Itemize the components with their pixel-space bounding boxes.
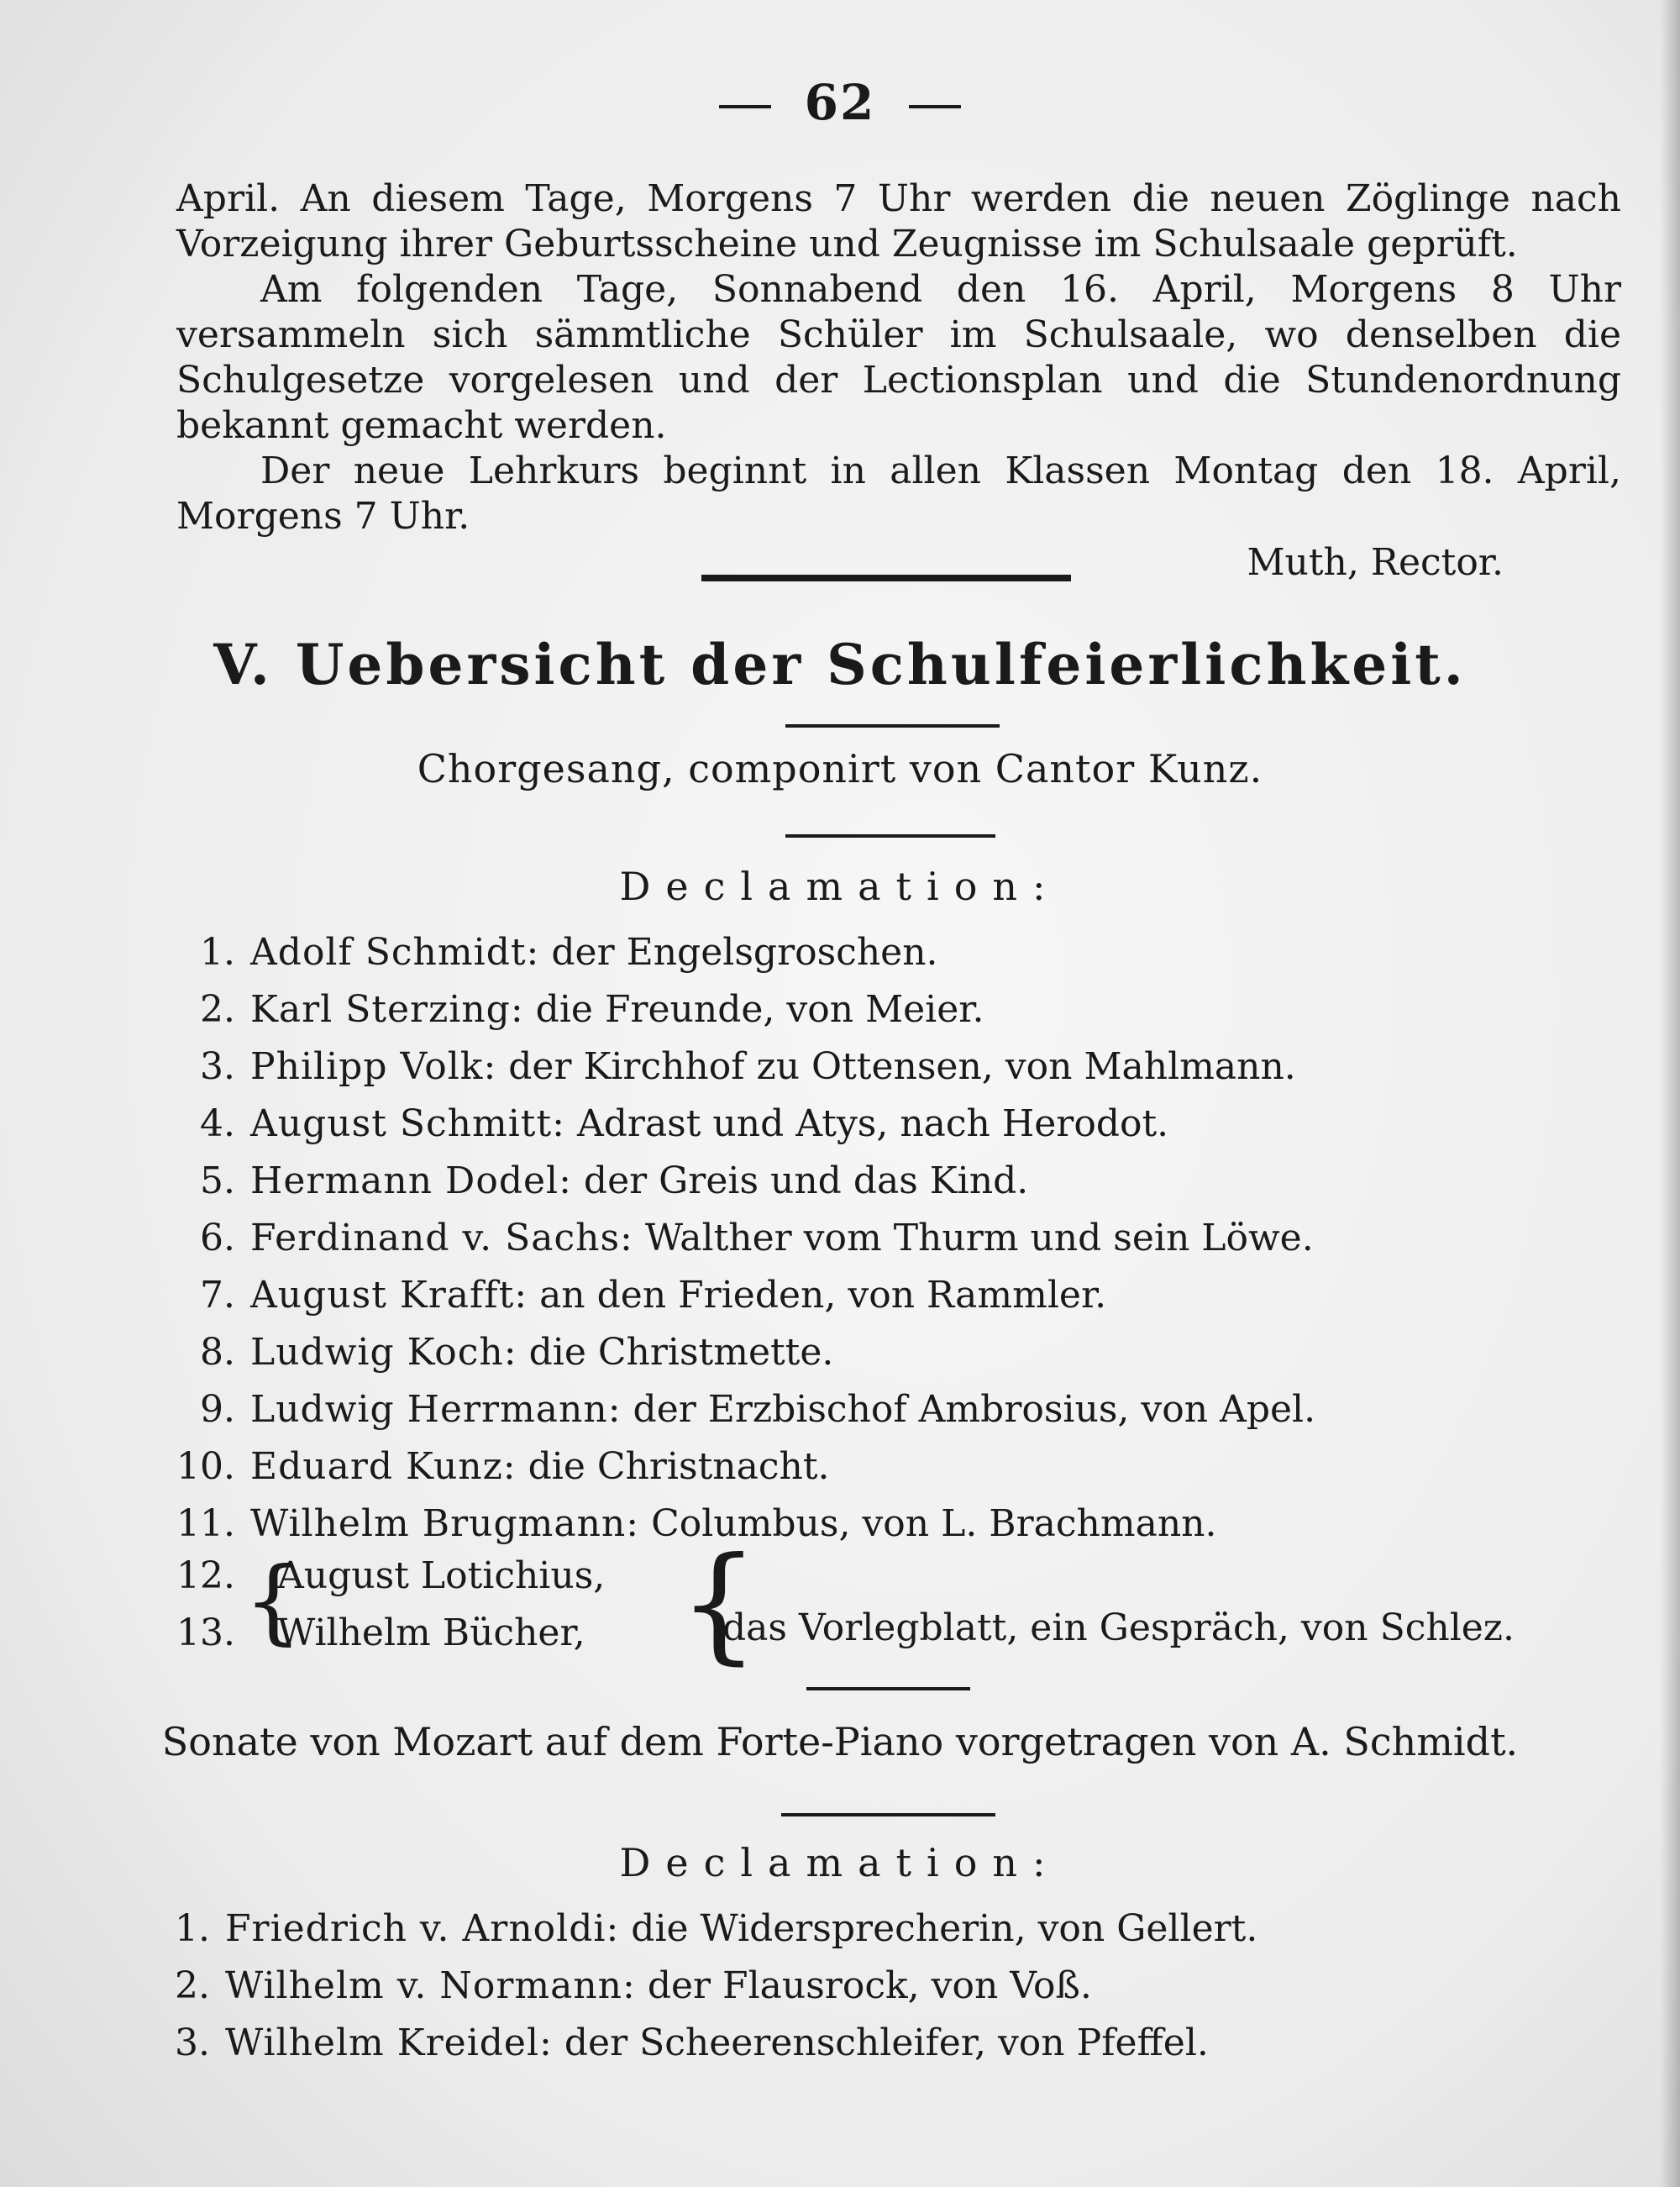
work-title: der Kirchhof zu Ottensen, von Mahlmann. — [496, 1045, 1296, 1088]
intro-block — [176, 176, 1621, 539]
item-number: 2. — [200, 988, 235, 1031]
list-item — [160, 924, 1315, 981]
item-number: 5. — [200, 1159, 235, 1202]
item-number: 11. — [176, 1502, 235, 1545]
list-item — [160, 1381, 1315, 1438]
list-item — [160, 1153, 1315, 1210]
paired-work-title: das Vorlegblatt, ein Gespräch, von Schlez. — [722, 1606, 1515, 1649]
work-title: der Scheerenschleifer, von Pfeffel. — [552, 2021, 1209, 2064]
work-title: der Erzbischof Ambrosius, von Apel. — [621, 1388, 1316, 1431]
chorgesang-line: Chorgesang, componirt von Cantor Kunz. — [417, 746, 1263, 791]
divider — [781, 1813, 995, 1816]
list-item — [151, 1958, 1257, 2015]
work-title: der Engelsgroschen. — [539, 931, 938, 974]
performer-name: Wilhelm v. Normann: — [225, 1964, 636, 2007]
performer-name: Wilhelm Kreidel: — [225, 2021, 553, 2064]
work-title: die Freunde, von Meier. — [523, 988, 984, 1031]
performer-name: Wilhelm Bücher, — [277, 1611, 585, 1654]
item-number: 9. — [200, 1388, 235, 1431]
item-number: 7. — [200, 1274, 235, 1317]
page-number: 62 — [804, 74, 876, 131]
item-number: 12. — [176, 1554, 235, 1597]
list-item — [160, 1605, 605, 1662]
work-title: die Widersprecherin, von Gellert. — [619, 1907, 1258, 1950]
list-item — [151, 2015, 1257, 2072]
page-number-line — [0, 74, 1680, 131]
list-item — [160, 981, 1315, 1038]
divider — [806, 1687, 970, 1690]
item-number: 4. — [200, 1102, 235, 1145]
item-number: 1. — [175, 1907, 210, 1950]
list-item — [160, 1210, 1315, 1267]
list-item — [160, 1096, 1315, 1153]
work-title: Walther vom Thurm und sein Löwe. — [633, 1217, 1314, 1259]
declamation-heading: Declamation: — [619, 864, 1061, 909]
list-item — [160, 1267, 1315, 1324]
section-title: V. Uebersicht der Schulfeierlichkeit. — [213, 632, 1467, 697]
performer-name: Ferdinand v. Sachs: — [250, 1217, 633, 1259]
performer-name: Ludwig Herrmann: — [250, 1388, 622, 1431]
performer-name: Ludwig Koch: — [250, 1331, 517, 1374]
declamation-list-1 — [160, 924, 1315, 1553]
item-number: 3. — [200, 1045, 235, 1088]
work-title: Columbus, von L. Brachmann. — [639, 1502, 1217, 1545]
work-title: Adrast und Atys, nach Herodot. — [564, 1102, 1169, 1145]
item-number: 10. — [176, 1445, 235, 1488]
paired-declamation — [160, 1531, 759, 1677]
sonate-line: Sonate von Mozart auf dem Forte-Piano vorgetragen von A. Schmidt. — [161, 1719, 1519, 1764]
left-brace-glyph: { — [244, 1547, 302, 1654]
dash-right — [909, 105, 961, 108]
declamation-list-2 — [151, 1900, 1257, 2072]
signature: Muth, Rector. — [1247, 541, 1504, 584]
divider — [785, 834, 995, 838]
work-title: die Christmette. — [517, 1331, 834, 1374]
work-title: die Christnacht. — [516, 1445, 830, 1488]
work-title: der Flausrock, von Voß. — [635, 1964, 1092, 2007]
list-item — [160, 1324, 1315, 1381]
item-number: 3. — [175, 2021, 210, 2064]
performer-name: August Krafft: — [250, 1274, 528, 1317]
right-brace-glyph: { — [679, 1531, 759, 1677]
intro-paragraph-2: Am folgenden Tage, Sonnabend den 16. April, Morgens 8 Uhr versammeln sich sämmtliche Schüler im Schulsaale, wo denselben die Schulgesetze vorgelesen und der Lectionsplan und die Stundenordnung bekannt gemacht werden. — [176, 268, 1621, 447]
performer-name: August Lotichius, — [277, 1554, 606, 1597]
performer-name: Philipp Volk: — [250, 1045, 497, 1088]
work-title: an den Frieden, von Rammler. — [528, 1274, 1107, 1317]
performer-name: Eduard Kunz: — [250, 1445, 517, 1488]
item-number: 13. — [176, 1611, 235, 1654]
list-item — [160, 1548, 605, 1605]
performer-name: Hermann Dodel: — [250, 1159, 572, 1202]
performer-name: August Schmitt: — [250, 1102, 565, 1145]
work-title: der Greis und das Kind. — [571, 1159, 1029, 1202]
item-number: 6. — [200, 1217, 235, 1259]
performer-name: Karl Sterzing: — [250, 988, 524, 1031]
thick-divider — [701, 575, 1071, 581]
performer-name: Wilhelm Brugmann: — [250, 1502, 640, 1545]
declamation-heading: Declamation: — [619, 1840, 1061, 1885]
list-item — [160, 1038, 1315, 1096]
list-item — [151, 1900, 1257, 1958]
item-number: 1. — [200, 931, 235, 974]
divider — [785, 724, 1000, 728]
intro-paragraph-1: April. An diesem Tage, Morgens 7 Uhr werden die neuen Zöglinge nach Vorzeigung ihrer Geburtsscheine und Zeugnisse im Schulsaale geprüft. — [176, 177, 1621, 265]
performer-name: Adolf Schmidt: — [250, 931, 540, 974]
item-number: 2. — [175, 1964, 210, 2007]
item-number: 8. — [200, 1331, 235, 1374]
performer-name: Friedrich v. Arnoldi: — [225, 1907, 620, 1950]
intro-paragraph-3: Der neue Lehrkurs beginnt in allen Klassen Montag den 18. April, Morgens 7 Uhr. — [176, 449, 1621, 538]
list-item — [160, 1438, 1315, 1496]
dash-left — [719, 105, 771, 108]
